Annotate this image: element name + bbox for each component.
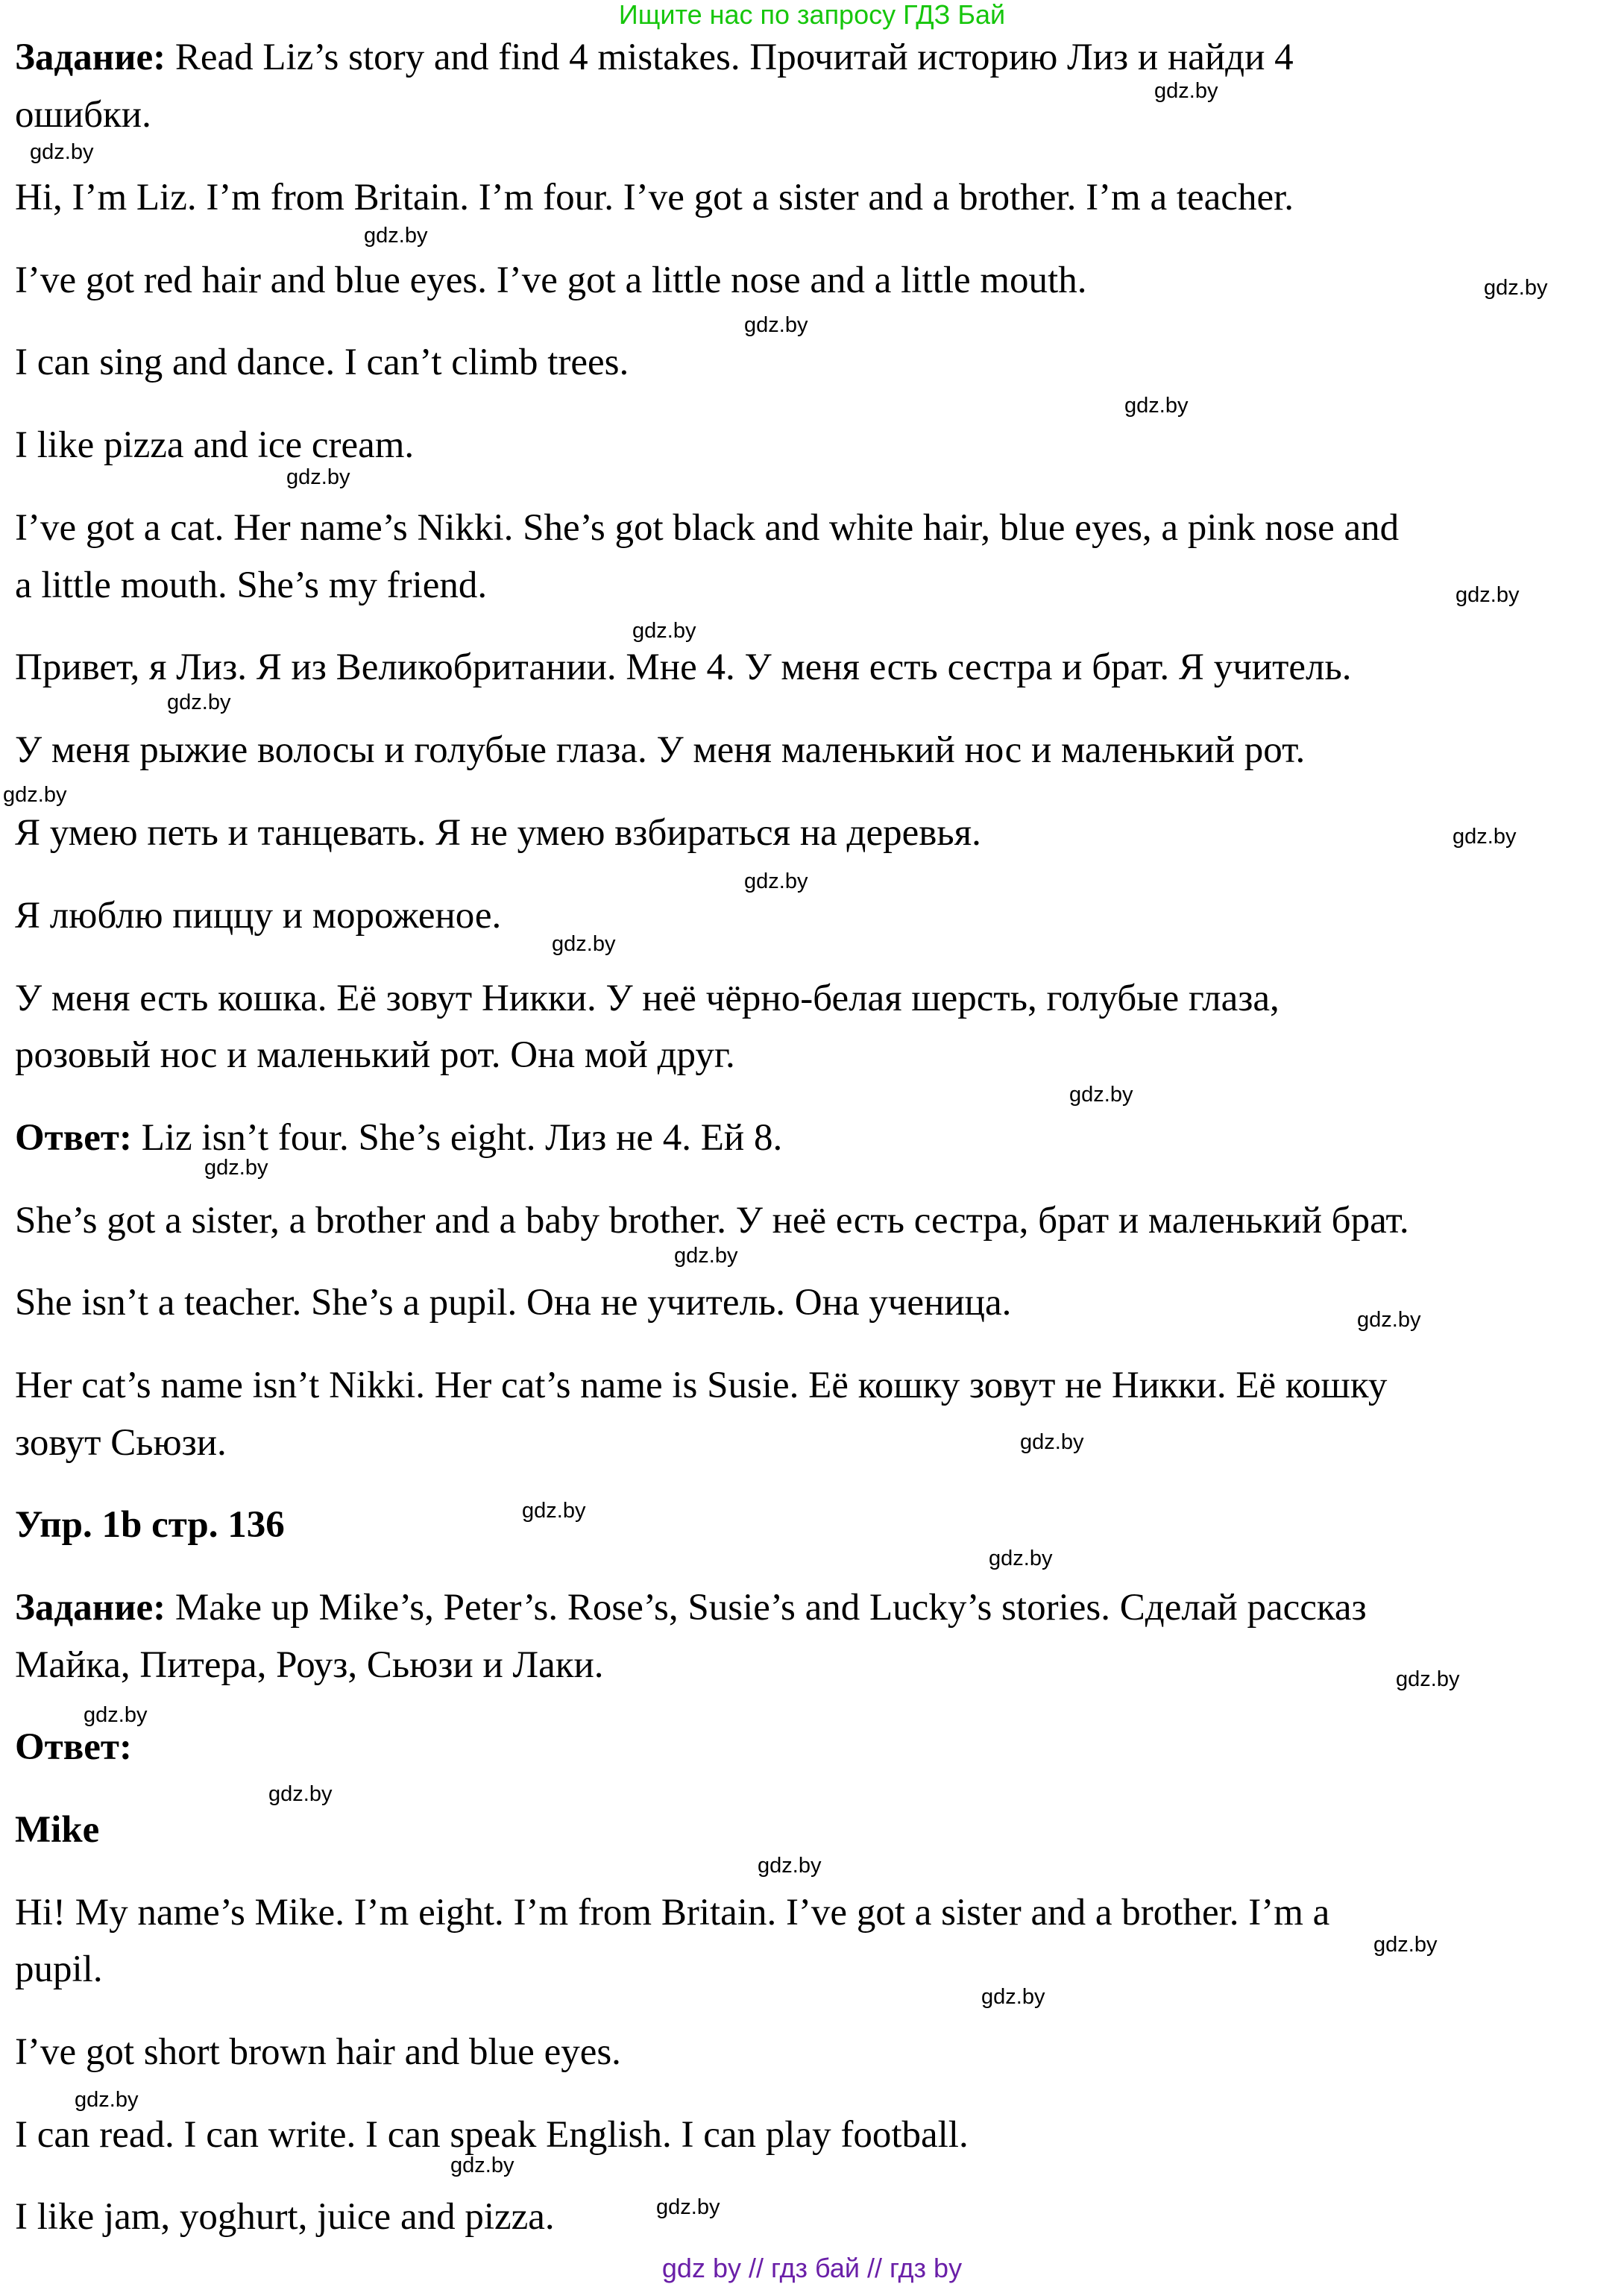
watermark: gdz.by bbox=[450, 2154, 514, 2177]
answer-line: She’s got a sister, a brother and a baby brother. У неё есть сестра, брат и маленький брат. bbox=[15, 1200, 1409, 1242]
watermark: gdz.by bbox=[744, 313, 808, 337]
mike-story-line: I can read. I can write. I can speak English. I can play football. bbox=[15, 2114, 969, 2156]
story-ru-line: Я умею петь и танцевать. Я не умею взбираться на деревья. bbox=[15, 812, 981, 854]
exercise-heading: Упр. 1b стр. 136 bbox=[15, 1504, 285, 1546]
footer-links bbox=[0, 2252, 1624, 2285]
footer-separator: // bbox=[867, 2253, 883, 2283]
task-label: Задание: bbox=[15, 37, 166, 78]
watermark: gdz.by bbox=[1396, 1667, 1460, 1691]
watermark: gdz.by bbox=[1484, 276, 1548, 300]
watermark: gdz.by bbox=[1020, 1430, 1084, 1454]
watermark: gdz.by bbox=[1154, 79, 1218, 103]
story-ru-line: Привет, я Лиз. Я из Великобритании. Мне 4. У меня есть сестра и брат. Я учитель. bbox=[15, 647, 1352, 688]
watermark: gdz.by bbox=[552, 932, 616, 956]
watermark: gdz.by bbox=[989, 1547, 1053, 1570]
story-ru-line: У меня есть кошка. Её зовут Никки. У неё чёрно-белая шерсть, голубые глаза, bbox=[15, 978, 1280, 1019]
watermark: gdz.by bbox=[1455, 583, 1520, 607]
answer-line: Her cat’s name isn’t Nikki. Her cat’s name is Susie. Её кошку зовут не Никки. Её кошку bbox=[15, 1365, 1388, 1406]
answer-text: Liz isn’t four. She’s eight. Лиз не 4. Ей 8. bbox=[131, 1117, 783, 1159]
answer-line: She isn’t a teacher. She’s a pupil. Она не учитель. Она ученица. bbox=[15, 1282, 1012, 1324]
footer-separator: // bbox=[749, 2253, 764, 2283]
story-en-line: Hi, I’m Liz. I’m from Britain. I’m four. I’ve got a sister and a brother. I’m a teacher. bbox=[15, 177, 1294, 218]
watermark: gdz.by bbox=[3, 783, 67, 807]
watermark: gdz.by bbox=[758, 1854, 822, 1878]
watermark: gdz.by bbox=[1453, 825, 1517, 849]
task-text: Make up Mike’s, Peter’s. Rose’s, Susie’s and Lucky’s stories. Сделай рассказ bbox=[166, 1587, 1367, 1629]
watermark: gdz.by bbox=[744, 869, 808, 893]
mike-story-line: pupil. bbox=[15, 1948, 103, 1990]
task-line bbox=[15, 36, 1618, 79]
watermark: gdz.by bbox=[75, 2088, 139, 2112]
watermark: gdz.by bbox=[84, 1703, 148, 1727]
footer-link-gdz-by-ru[interactable]: гдз by bbox=[890, 2253, 963, 2283]
story-ru-line: Я люблю пиццу и мороженое. bbox=[15, 895, 502, 937]
story-en-line: I can sing and dance. I can’t climb trees. bbox=[15, 342, 629, 383]
story-ru-line: У меня рыжие волосы и голубые глаза. У меня маленький нос и маленький рот. bbox=[15, 729, 1306, 771]
answer-line: зовут Сьюзи. bbox=[15, 1422, 227, 1464]
task-line: ошибки. bbox=[15, 94, 151, 136]
answer-line bbox=[15, 1116, 1618, 1160]
task-line bbox=[15, 1586, 1618, 1629]
watermark: gdz.by bbox=[1373, 1933, 1438, 1957]
watermark: gdz.by bbox=[268, 1782, 333, 1806]
task-label: Задание: bbox=[15, 1587, 166, 1629]
watermark: gdz.by bbox=[981, 1985, 1045, 2009]
watermark: gdz.by bbox=[674, 1244, 738, 1268]
watermark: gdz.by bbox=[1357, 1308, 1421, 1332]
mike-story-line: I like jam, yoghurt, juice and pizza. bbox=[15, 2196, 555, 2238]
watermark: gdz.by bbox=[522, 1499, 586, 1523]
search-banner[interactable]: Ищите нас по запросу ГДЗ Бай bbox=[618, 0, 1006, 30]
watermark: gdz.by bbox=[1069, 1083, 1133, 1107]
watermark: gdz.by bbox=[364, 224, 428, 248]
answer-label: Ответ: bbox=[15, 1117, 132, 1159]
watermark: gdz.by bbox=[167, 690, 231, 714]
watermark: gdz.by bbox=[204, 1156, 268, 1180]
mike-story-line: Hi! My name’s Mike. I’m eight. I’m from Britain. I’ve got a sister and a brother. I’m a bbox=[15, 1892, 1330, 1934]
watermark: gdz.by bbox=[632, 619, 696, 643]
story-en-line: I like pizza and ice cream. bbox=[15, 424, 415, 466]
answer-label: Ответ: bbox=[15, 1726, 132, 1768]
watermark: gdz.by bbox=[656, 2195, 720, 2219]
story-ru-line: розовый нос и маленький рот. Она мой друг. bbox=[15, 1034, 735, 1076]
watermark: gdz.by bbox=[286, 465, 350, 489]
footer-link-gdz-by[interactable]: gdz by bbox=[661, 2253, 741, 2283]
mike-heading: Mike bbox=[15, 1809, 100, 1851]
watermark: gdz.by bbox=[1124, 394, 1189, 418]
story-en-line: I’ve got a cat. Her name’s Nikki. She’s got black and white hair, blue eyes, a pink nose and bbox=[15, 507, 1400, 549]
task-text: Read Liz’s story and find 4 mistakes. Прочитай историю Лиз и найди 4 bbox=[166, 37, 1294, 78]
watermark: gdz.by bbox=[30, 140, 94, 164]
story-en-line: a little mouth. She’s my friend. bbox=[15, 564, 488, 606]
footer-link-gdz-bai[interactable]: гдз бай bbox=[771, 2253, 860, 2283]
mike-story-line: I’ve got short brown hair and blue eyes. bbox=[15, 2031, 621, 2073]
story-en-line: I’ve got red hair and blue eyes. I’ve got a little nose and a little mouth. bbox=[15, 259, 1087, 301]
task-line: Майка, Питера, Роуз, Сьюзи и Лаки. bbox=[15, 1644, 604, 1686]
